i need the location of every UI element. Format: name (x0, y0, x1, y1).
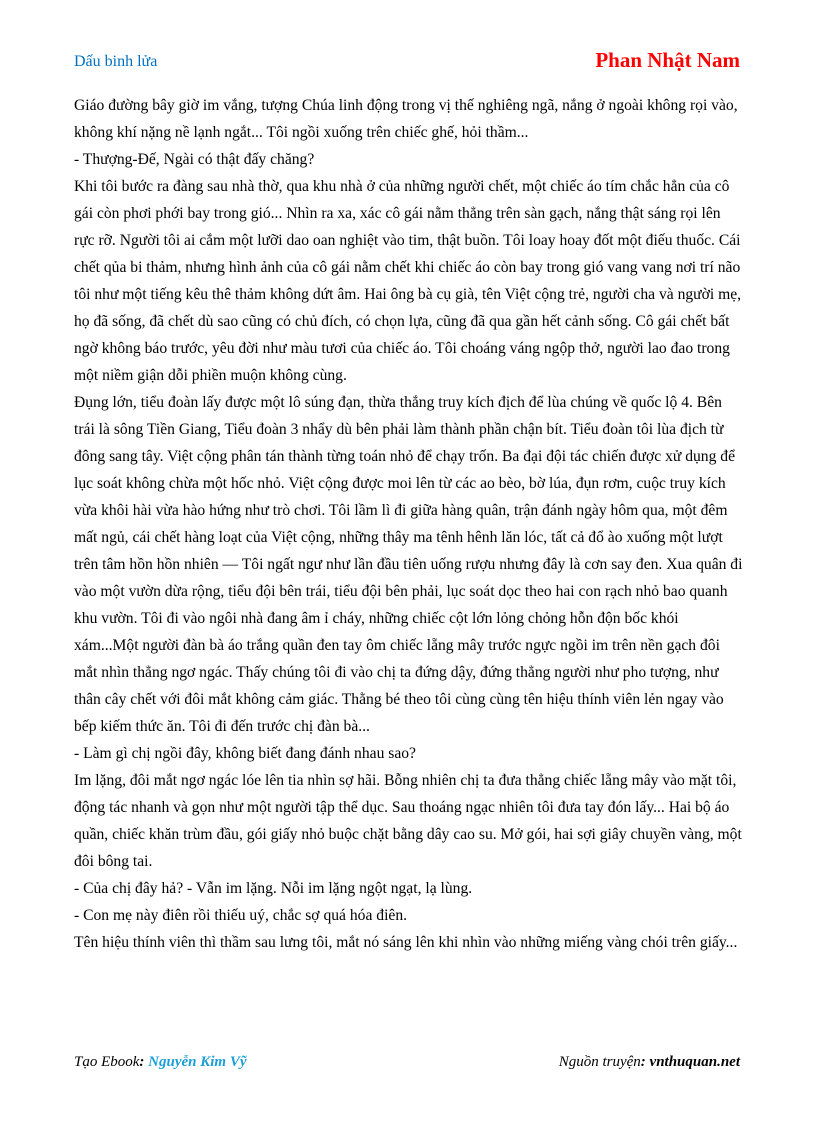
paragraph-4: Đụng lớn, tiểu đoàn lấy được một lô súng đạn, thừa thắng truy kích địch để lùa chúng về quốc lộ 4. Bên trái là sông Tiền Giang, Tiểu đoàn 3 nhẩy dù bên phải làm thành phần chận bít. Tiểu đoàn tôi lùa địch từ đông sang tây. Việt cộng phân tán thành từng toán nhỏ để chạy trốn. Ba đại đội tác chiến được xử dụng để lục soát không chừa một hốc nhỏ. Việt cộng được moi lên từ các ao bèo, bờ lúa, đụn rơm, cuộc truy kích vừa khôi hài vừa hào hứng như trò chơi. Tôi lầm lì đi giữa hàng quân, trận đánh ngày hôm qua, một đêm mất ngủ, cái chết hàng loạt của Việt cộng, những thây ma tênh hênh lăn lóc, tất cả đổ ào xuống một lượt trên tâm hồn hồn nhiên — Tôi ngất ngư như lần đầu tiên uống rượu nhưng đây là cơn say đen. Xua quân đi vào một vườn dừa rộng, tiểu đội bên trái, tiểu đội bên phải, lục soát dọc theo hai con rạch nhỏ bao quanh khu vườn. Tôi đi vào ngôi nhà đang âm ỉ cháy, những chiếc cột lớn lỏng chỏng hỗn độn bốc khói xám...Một người đàn bà áo trắng quần đen tay ôm chiếc lẵng mây trước ngực ngồi im trên nền gạch đôi mắt nhìn thẳng ngơ ngác. Thấy chúng tôi đi vào chị ta đứng dậy, đứng thẳng người như pho tượng, như thân cây chết với đôi mắt không cảm giác. Thằng bé theo tôi cùng cùng tên hiệu thính viên lẻn ngay vào bếp kiếm thức ăn. Tôi đi đến trước chị đàn bà... (74, 394, 743, 735)
paragraph-7: - Của chị đây hả? - Vẫn im lặng. Nỗi im lặng ngột ngạt, lạ lùng. (74, 880, 473, 897)
ebook-credit (74, 1054, 247, 1071)
paragraph-1: Giáo đường bây giờ im vắng, tượng Chúa linh động trong vị thế nghiêng ngã, nắng ở ngoài không rọi vào, không khí nặng nề lạnh ngắt... Tôi ngồi xuống trên chiếc ghế, hỏi thầm... (74, 97, 738, 141)
page-body (74, 92, 744, 956)
source-credit-label: Nguồn truyện (558, 1054, 641, 1070)
paragraph-6: Im lặng, đôi mắt ngơ ngác lóe lên tia nhìn sợ hãi. Bỗng nhiên chị ta đưa thẳng chiếc lẵng mây vào mặt tôi, động tác nhanh và gọn như một người tập thể dục. Sau thoáng ngạc nhiên tôi đưa tay đón lấy... Hai bộ áo quần, chiếc khăn trùm đầu, gói giấy nhỏ buộc chặt bằng dây cao su. Mở gói, hai sợi giây chuyền vàng, một đôi bông tai. (74, 772, 742, 870)
book-title: Dấu binh lửa (74, 53, 158, 70)
paragraph-8: - Con mẹ này điên rồi thiếu uý, chắc sợ quá hóa điên. (74, 907, 408, 924)
paragraph-3: Khi tôi bước ra đàng sau nhà thờ, qua khu nhà ở của những người chết, một chiếc áo tím chắc hẳn của cô gái còn phơi phới bay trong gió... Nhìn ra xa, xác cô gái nằm thẳng trên sàn gạch, nắng thật sáng rọi lên rực rỡ. Người tôi ai cắm một lưỡi dao oan nghiệt vào tim, thật buồn. Tôi loay hoay đốt một điếu thuốc. Cái chết qủa bi thảm, nhưng hình ảnh của cô gái nằm chết khi chiếc áo còn bay trong gió vang vang nơi trí não tôi như một tiếng kêu thê thảm không dứt âm. Hai ông bà cụ già, tên Việt cộng trẻ, người cha và người mẹ, họ đã sống, đã chết dù sao cũng có chủ đích, có chọn lựa, cũng đã qua gần hết cảnh sống. Cô gái chết bất ngờ không báo trước, yêu đời như màu tươi của chiếc áo. Tôi choáng váng ngộp thở, người lao đao trong một niềm giận dỗi phiền muộn không cùng. (74, 178, 742, 384)
source-site: vnthuquan.net (649, 1054, 740, 1070)
paragraph-9: Tên hiệu thính viên thì thầm sau lưng tôi, mắt nó sáng lên khi nhìn vào những miếng vàng chói trên giấy... (74, 934, 738, 951)
author-name: Phan Nhật Nam (595, 48, 740, 72)
ebook-credit-colon: : (139, 1054, 149, 1070)
page-footer (74, 1054, 740, 1076)
paragraph-2: - Thượng-Đế, Ngài có thật đấy chăng? (74, 151, 315, 168)
source-credit-colon: : (640, 1054, 650, 1070)
paragraph-5: - Làm gì chị ngồi đây, không biết đang đánh nhau sao? (74, 745, 416, 762)
ebook-creator-name: Nguyễn Kim Vỹ (148, 1054, 247, 1070)
ebook-credit-label: Tạo Ebook (74, 1054, 140, 1070)
source-credit (559, 1054, 740, 1071)
page-header (74, 48, 740, 76)
